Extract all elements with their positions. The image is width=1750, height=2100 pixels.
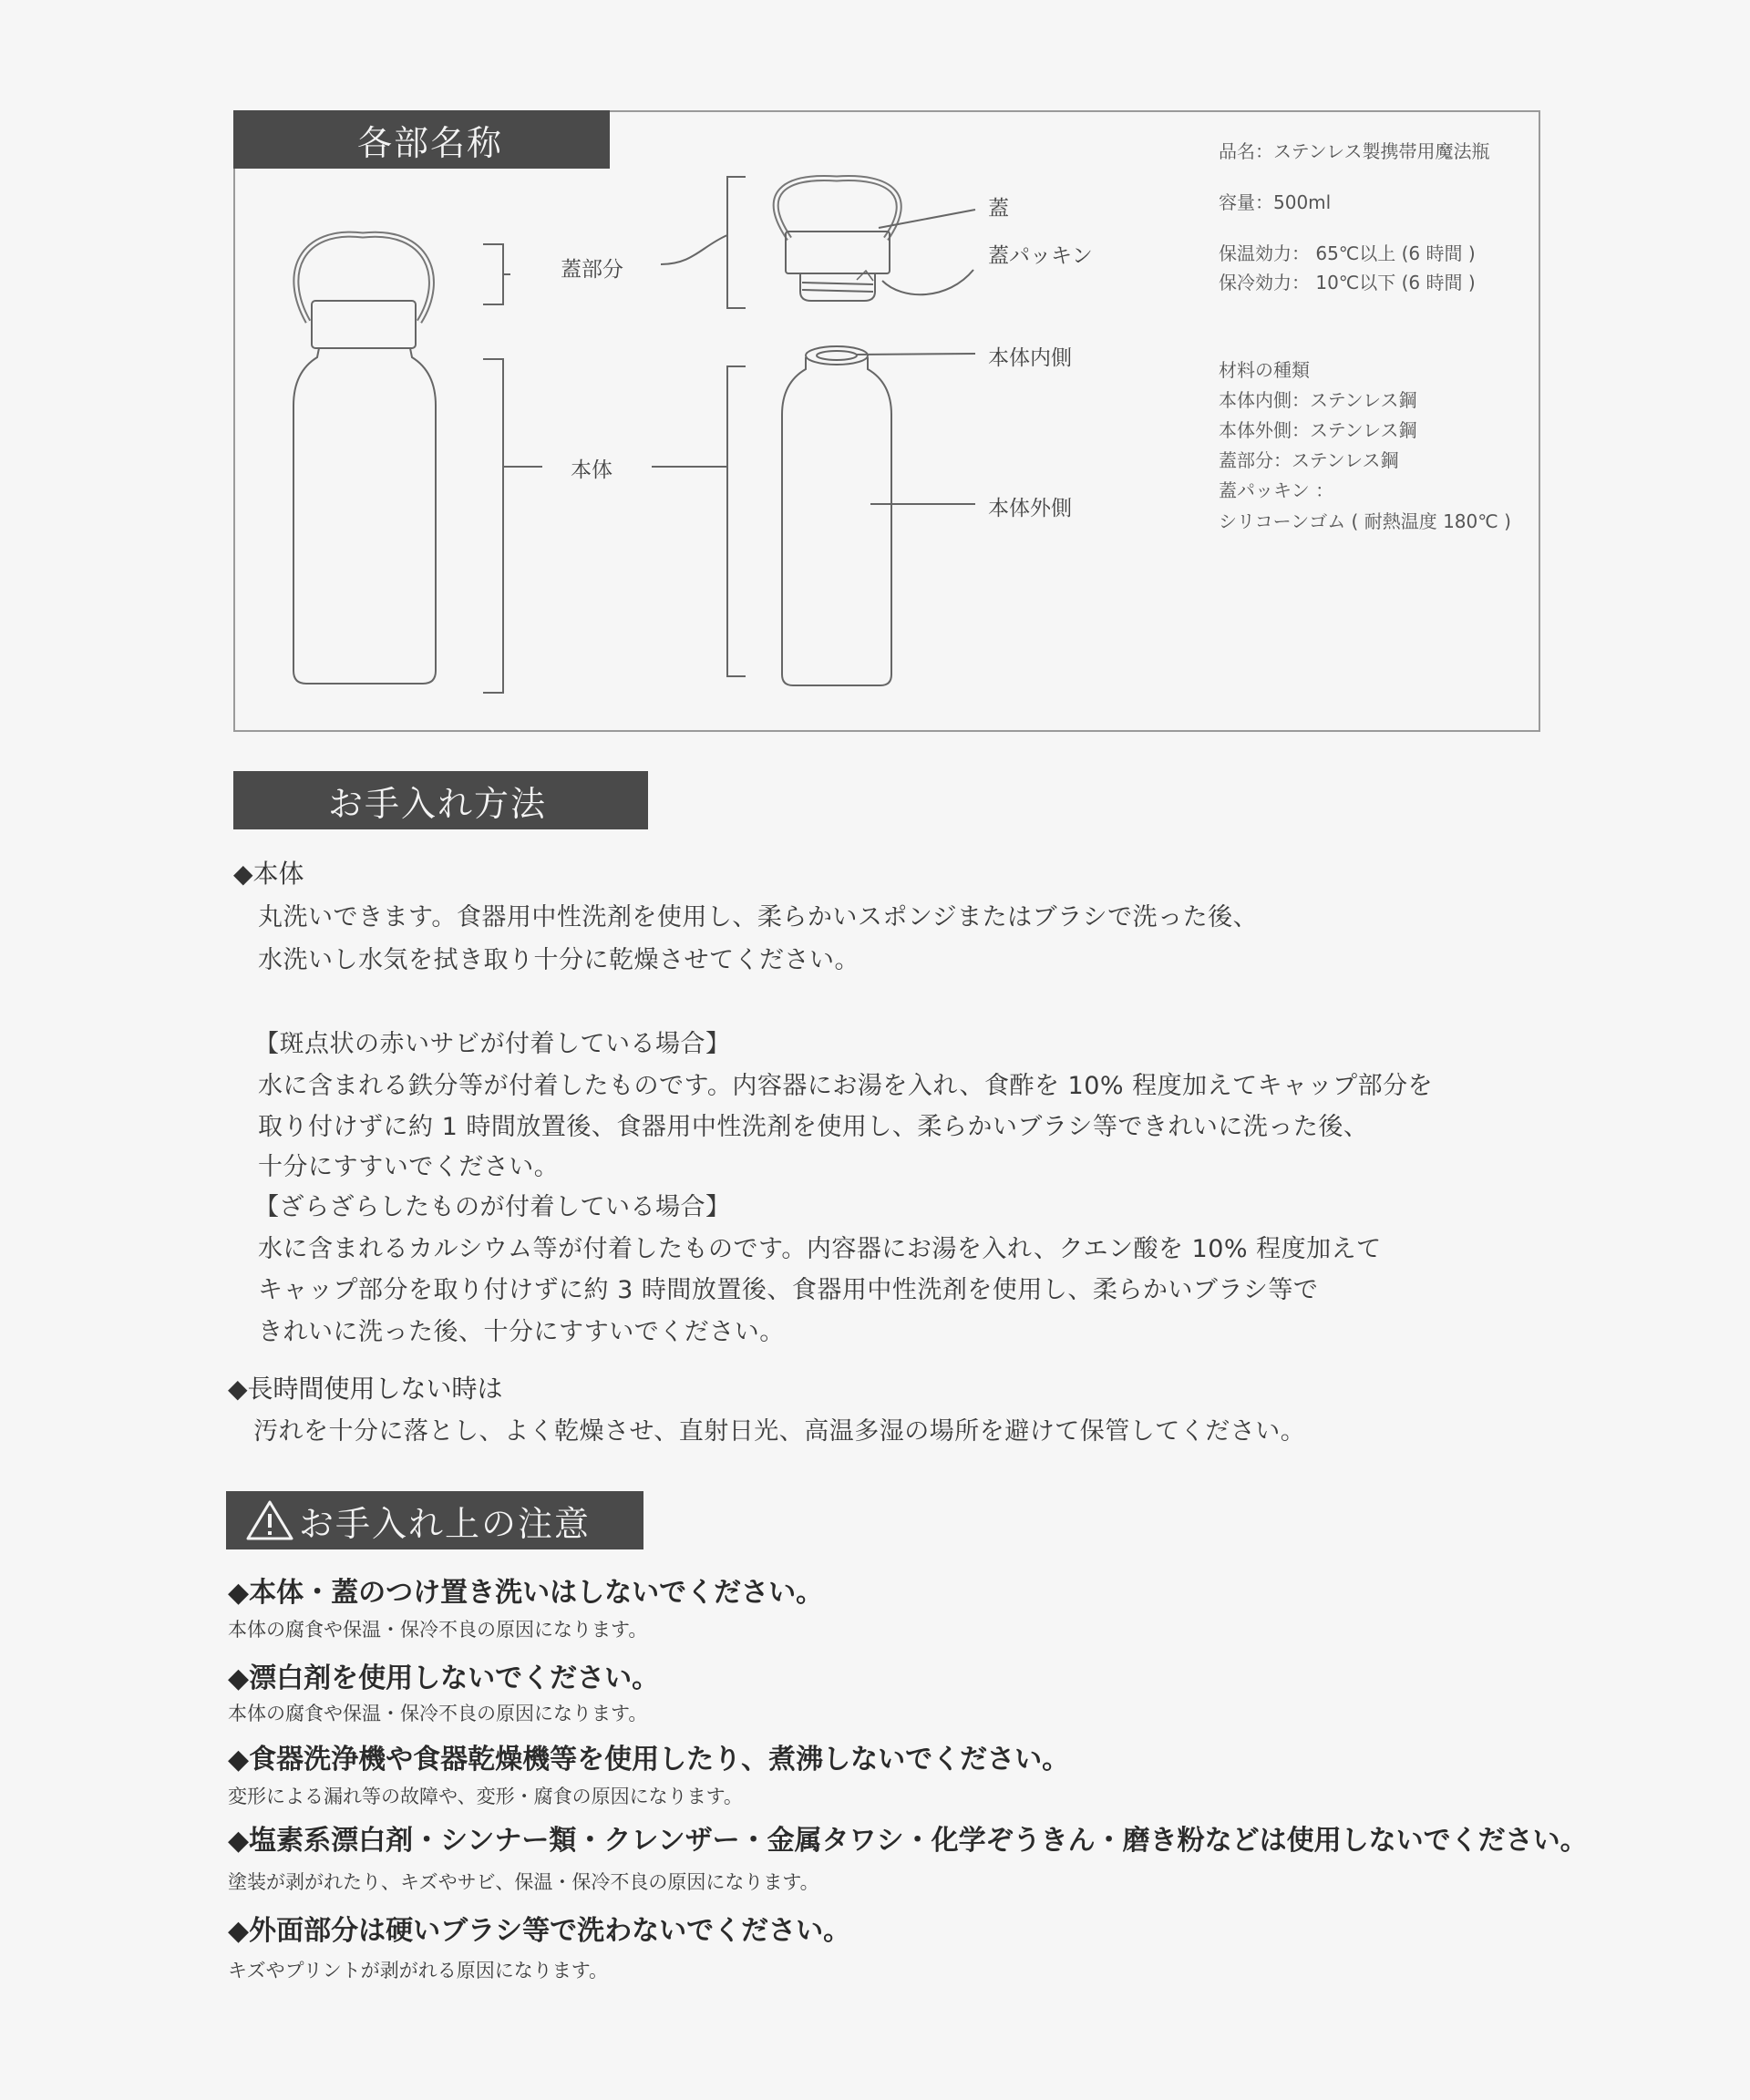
care-body-line: 丸洗いできます。食器用中性洗剤を使用し、柔らかいスポンジまたはブラシで洗った後、: [258, 903, 1259, 932]
spec-capacity: 容量：500ml: [1219, 191, 1332, 213]
care-rust-line: 水に含まれる鉄分等が付着したものです。内容器にお湯を入れ、食酢を 10% 程度加えてキャップ部分を: [258, 1072, 1434, 1100]
care-rough-line: 水に含まれるカルシウム等が付着したものです。内容器にお湯を入れ、クエン酸を 10% 程度加えて: [258, 1235, 1382, 1263]
spec-material-outer: 本体外側：ステンレス鋼: [1219, 419, 1417, 441]
body-bracket: [483, 359, 503, 693]
caution-item-title: ◆漂白剤を使用しないでください。: [228, 1662, 660, 1694]
assembled-bottle-lid-icon: [312, 301, 416, 348]
caution-section-title: お手入れ上の注意: [299, 1503, 592, 1544]
care-section-title: お手入れ方法: [328, 783, 548, 824]
exploded-lid-bracket: [727, 177, 746, 308]
caution-item-title: ◆塩素系漂白剤・シンナー類・クレンザー・金属タワシ・化学ぞうきん・磨き粉などは使用しないでください。: [228, 1825, 1588, 1857]
caution-item-title: ◆本体・蓋のつけ置き洗いはしないでください。: [228, 1577, 824, 1609]
care-storage-line: 汚れを十分に落とし、よく乾燥させ、直射日光、高温多湿の場所を避けて保管してください。: [253, 1417, 1306, 1446]
caution-item-title: ◆外面部分は硬いブラシ等で洗わないでください。: [228, 1915, 851, 1947]
exploded-lid-thread-icon: [800, 273, 875, 301]
caution-section-header: [226, 1491, 643, 1549]
exploded-body-opening-icon: [806, 346, 868, 365]
care-body-heading: ◆本体: [233, 859, 304, 889]
spec-heat-retention: 保温効力： 65℃以上 (6 時間 ): [1219, 242, 1476, 264]
spec-materials-title: 材料の種類: [1219, 359, 1310, 381]
label-lid: 蓋: [988, 197, 1009, 221]
label-outer-body: 本体外側: [988, 497, 1072, 520]
exploded-body-icon: [782, 357, 891, 685]
exploded-body-bracket: [727, 366, 746, 676]
caution-item-desc: 変形による漏れ等の故障や、変形・腐食の原因になります。: [228, 1786, 743, 1807]
caution-item-title: ◆食器洗浄機や食器乾燥機等を使用したり、煮沸しないでください。: [228, 1744, 1070, 1776]
assembled-bottle-body-icon: [293, 348, 436, 684]
spec-material-lid: 蓋部分：ステンレス鋼: [1219, 449, 1399, 471]
warning-icon: [246, 1499, 293, 1541]
caution-item-desc: キズやプリントが剥がれる原因になります。: [228, 1960, 609, 1982]
label-lid-gasket: 蓋パッキン: [988, 244, 1093, 268]
spec-material-inner: 本体内側：ステンレス鋼: [1219, 389, 1417, 411]
parts-section-title: 各部名称: [357, 122, 504, 163]
care-body-line: 水洗いし水気を拭き取り十分に乾燥させてください。: [258, 946, 860, 974]
spec-material-gasket-detail: シリコーンゴム ( 耐熱温度 180℃ ): [1219, 510, 1511, 532]
lid-section-bracket: [483, 244, 503, 304]
exploded-lid-handle-icon: [776, 179, 899, 239]
care-storage-heading: ◆長時間使用しない時は: [228, 1374, 503, 1404]
care-section-header: [233, 771, 648, 829]
care-rough-heading: 【ざらざらしたものが付着している場合】: [254, 1193, 731, 1221]
assembled-bottle-handle-icon: [296, 234, 432, 322]
spec-cold-retention: 保冷効力： 10℃以下 (6 時間 ): [1219, 272, 1476, 293]
bottle-diagram: [0, 0, 1750, 747]
caution-item-desc: 本体の腐食や保温・保冷不良の原因になります。: [228, 1619, 648, 1641]
caution-item-desc: 本体の腐食や保温・保冷不良の原因になります。: [228, 1703, 648, 1724]
caution-item-desc: 塗装が剥がれたり、キズやサビ、保温・保冷不良の原因になります。: [228, 1871, 819, 1893]
spec-material-gasket: 蓋パッキン ：: [1219, 479, 1334, 501]
exploded-lid-cap-icon: [786, 232, 890, 273]
care-rough-line: キャップ部分を取り付けずに約 3 時間放置後、食器用中性洗剤を使用し、柔らかいブラシ等で: [258, 1276, 1319, 1304]
care-rust-heading: 【斑点状の赤いサビが付着している場合】: [254, 1030, 731, 1058]
spec-product-name: 品名：ステンレス製携帯用魔法瓶: [1219, 140, 1490, 162]
label-body: 本体: [571, 458, 612, 482]
care-rust-line: 取り付けずに約 1 時間放置後、食器用中性洗剤を使用し、柔らかいブラシ等できれいに洗った後、: [258, 1113, 1369, 1141]
care-rust-line: 十分にすすいでください。: [258, 1153, 560, 1181]
label-inner-body: 本体内側: [988, 346, 1072, 370]
care-rough-line: きれいに洗った後、十分にすすいでください。: [258, 1318, 785, 1346]
label-lid-section: 蓋部分: [561, 258, 623, 282]
